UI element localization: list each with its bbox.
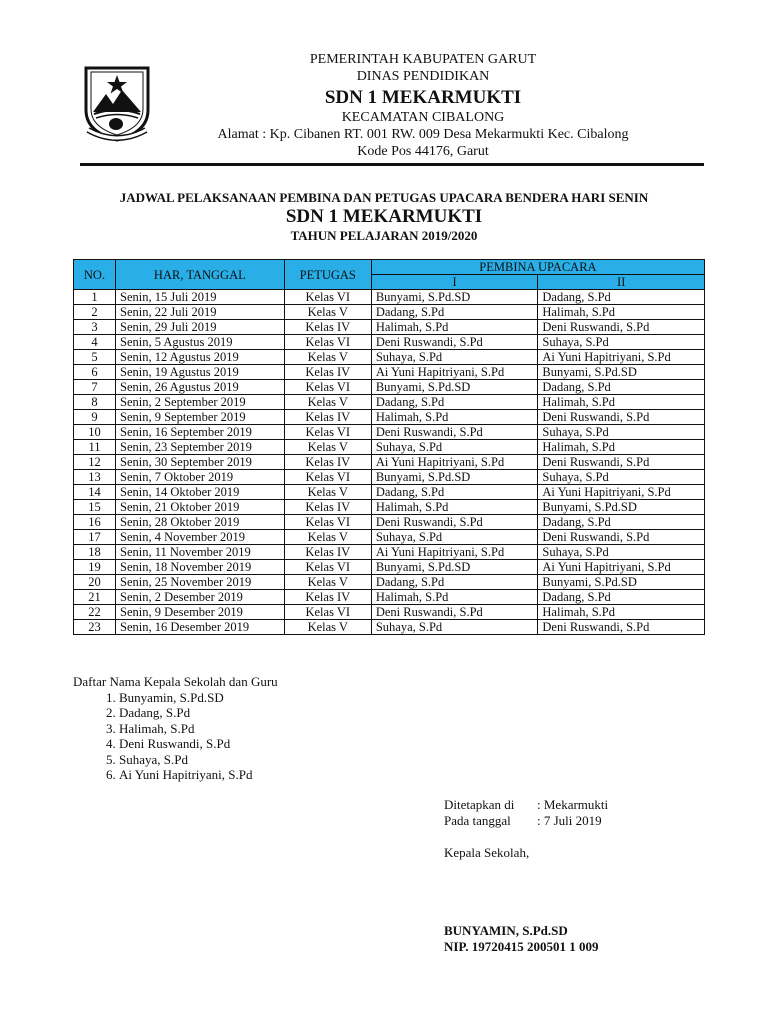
row-pembina-2: Deni Ruswandi, S.Pd	[538, 320, 705, 335]
signer-role: Kepala Sekolah,	[444, 845, 530, 860]
row-date: Senin, 9 Desember 2019	[116, 605, 285, 620]
row-pembina-2: Bunyami, S.Pd.SD	[538, 500, 705, 515]
row-number: 11	[74, 440, 116, 455]
row-petugas: Kelas IV	[284, 545, 371, 560]
row-petugas: Kelas V	[284, 485, 371, 500]
header-petugas: PETUGAS	[284, 260, 371, 290]
row-petugas: Kelas V	[284, 395, 371, 410]
row-pembina-1: Deni Ruswandi, S.Pd	[371, 335, 538, 350]
row-number: 9	[74, 410, 116, 425]
row-number: 21	[74, 590, 116, 605]
table-row	[74, 425, 705, 440]
row-petugas: Kelas V	[284, 620, 371, 635]
row-pembina-1: Suhaya, S.Pd	[371, 530, 538, 545]
row-pembina-1: Halimah, S.Pd	[371, 320, 538, 335]
table-row	[74, 515, 705, 530]
row-pembina-1: Bunyami, S.Pd.SD	[371, 470, 538, 485]
row-number: 23	[74, 620, 116, 635]
row-pembina-2: Suhaya, S.Pd	[538, 335, 705, 350]
row-number: 10	[74, 425, 116, 440]
table-row	[74, 470, 705, 485]
letterhead-divider	[80, 163, 704, 166]
row-date: Senin, 19 Agustus 2019	[116, 365, 285, 380]
table-row	[74, 605, 705, 620]
row-pembina-1: Deni Ruswandi, S.Pd	[371, 515, 538, 530]
row-pembina-2: Bunyami, S.Pd.SD	[538, 575, 705, 590]
government-name: PEMERINTAH KABUPATEN GARUT	[309, 52, 537, 67]
table-row	[74, 290, 705, 305]
row-number: 15	[74, 500, 116, 515]
row-pembina-1: Dadang, S.Pd	[371, 575, 538, 590]
row-pembina-1: Deni Ruswandi, S.Pd	[371, 605, 538, 620]
staff-list-item: 6. Ai Yuni Hapitriyani, S.Pd	[119, 767, 278, 783]
row-pembina-2: Halimah, S.Pd	[538, 605, 705, 620]
table-row	[74, 620, 705, 635]
row-pembina-1: Halimah, S.Pd	[371, 590, 538, 605]
table-row	[74, 545, 705, 560]
table-row	[74, 335, 705, 350]
table-row	[74, 500, 705, 515]
row-petugas: Kelas VI	[284, 335, 371, 350]
row-pembina-2: Deni Ruswandi, S.Pd	[538, 410, 705, 425]
row-petugas: Kelas VI	[284, 470, 371, 485]
row-pembina-1: Ai Yuni Hapitriyani, S.Pd	[371, 545, 538, 560]
row-pembina-2: Halimah, S.Pd	[538, 395, 705, 410]
table-row	[74, 365, 705, 380]
title-school: SDN 1 MEKARMUKTI	[285, 206, 483, 227]
row-petugas: Kelas IV	[284, 320, 371, 335]
date-label: Pada tanggal	[444, 813, 511, 828]
table-row	[74, 530, 705, 545]
row-petugas: Kelas IV	[284, 410, 371, 425]
row-petugas: Kelas V	[284, 530, 371, 545]
row-date: Senin, 7 Oktober 2019	[116, 470, 285, 485]
row-number: 5	[74, 350, 116, 365]
row-pembina-2: Dadang, S.Pd	[538, 590, 705, 605]
table-row	[74, 395, 705, 410]
table-row	[74, 440, 705, 455]
row-date: Senin, 22 Juli 2019	[116, 305, 285, 320]
row-petugas: Kelas V	[284, 350, 371, 365]
row-petugas: Kelas VI	[284, 605, 371, 620]
row-date: Senin, 2 Desember 2019	[116, 590, 285, 605]
row-date: Senin, 2 September 2019	[116, 395, 285, 410]
row-pembina-2: Deni Ruswandi, S.Pd	[538, 530, 705, 545]
place-row	[444, 797, 608, 813]
row-pembina-2: Ai Yuni Hapitriyani, S.Pd	[538, 485, 705, 500]
row-date: Senin, 16 September 2019	[116, 425, 285, 440]
staff-list-item: 5. Suhaya, S.Pd	[119, 752, 278, 768]
row-date: Senin, 25 November 2019	[116, 575, 285, 590]
place-label: Ditetapkan di	[444, 797, 515, 812]
school-name: SDN 1 MEKARMUKTI	[324, 86, 522, 108]
row-pembina-2: Bunyami, S.Pd.SD	[538, 365, 705, 380]
row-petugas: Kelas VI	[284, 380, 371, 395]
signer-nip: NIP. 19720415 200501 1 009	[444, 939, 599, 954]
row-petugas: Kelas VI	[284, 425, 371, 440]
table-row	[74, 485, 705, 500]
staff-list-item: 1. Bunyamin, S.Pd.SD	[119, 690, 278, 706]
school-address: Alamat : Kp. Cibanen RT. 001 RW. 009 Desa Mekarmukti Kec. Cibalong	[217, 127, 629, 143]
row-pembina-1: Bunyami, S.Pd.SD	[371, 290, 538, 305]
signature-block	[444, 797, 608, 955]
letterhead	[0, 48, 768, 163]
row-petugas: Kelas V	[284, 305, 371, 320]
row-pembina-1: Deni Ruswandi, S.Pd	[371, 425, 538, 440]
table-row	[74, 560, 705, 575]
row-pembina-2: Suhaya, S.Pd	[538, 545, 705, 560]
row-number: 7	[74, 380, 116, 395]
row-petugas: Kelas IV	[284, 455, 371, 470]
row-number: 2	[74, 305, 116, 320]
row-pembina-2: Ai Yuni Hapitriyani, S.Pd	[538, 350, 705, 365]
row-date: Senin, 5 Agustus 2019	[116, 335, 285, 350]
table-row	[74, 380, 705, 395]
row-petugas: Kelas IV	[284, 365, 371, 380]
schedule-body	[74, 290, 705, 635]
table-header-row	[74, 260, 705, 275]
row-pembina-1: Bunyami, S.Pd.SD	[371, 380, 538, 395]
staff-list-item: 3. Halimah, S.Pd	[119, 721, 278, 737]
row-date: Senin, 12 Agustus 2019	[116, 350, 285, 365]
document-title	[0, 190, 768, 244]
table-row	[74, 455, 705, 470]
row-date: Senin, 18 November 2019	[116, 560, 285, 575]
row-pembina-2: Dadang, S.Pd	[538, 515, 705, 530]
row-number: 20	[74, 575, 116, 590]
header-pembina-2: II	[538, 275, 705, 290]
row-date: Senin, 9 September 2019	[116, 410, 285, 425]
staff-list-item: 4. Deni Ruswandi, S.Pd	[119, 736, 278, 752]
row-pembina-1: Suhaya, S.Pd	[371, 440, 538, 455]
postal-code: Kode Pos 44176, Garut	[357, 143, 489, 159]
row-date: Senin, 29 Juli 2019	[116, 320, 285, 335]
table-row	[74, 320, 705, 335]
row-number: 16	[74, 515, 116, 530]
district-name: KECAMATAN CIBALONG	[341, 110, 505, 126]
row-petugas: Kelas V	[284, 440, 371, 455]
row-number: 4	[74, 335, 116, 350]
row-pembina-1: Ai Yuni Hapitriyani, S.Pd	[371, 365, 538, 380]
schedule-table	[73, 259, 705, 635]
row-number: 18	[74, 545, 116, 560]
title-line-1: JADWAL PELAKSANAAN PEMBINA DAN PETUGAS UPACARA BENDERA HARI SENIN	[119, 190, 649, 205]
table-row	[74, 350, 705, 365]
header-pembina-1: I	[371, 275, 538, 290]
row-pembina-2: Halimah, S.Pd	[538, 440, 705, 455]
staff-list-item: 2. Dadang, S.Pd	[119, 705, 278, 721]
row-pembina-1: Halimah, S.Pd	[371, 500, 538, 515]
title-school-year: TAHUN PELAJARAN 2019/2020	[290, 228, 478, 243]
row-pembina-2: Dadang, S.Pd	[538, 290, 705, 305]
table-row	[74, 575, 705, 590]
row-date: Senin, 16 Desember 2019	[116, 620, 285, 635]
staff-list-heading: Daftar Nama Kepala Sekolah dan Guru	[73, 674, 278, 689]
row-pembina-1: Dadang, S.Pd	[371, 305, 538, 320]
table-row	[74, 305, 705, 320]
header-pembina: PEMBINA UPACARA	[371, 260, 704, 275]
row-pembina-2: Ai Yuni Hapitriyani, S.Pd	[538, 560, 705, 575]
row-date: Senin, 23 September 2019	[116, 440, 285, 455]
row-pembina-2: Deni Ruswandi, S.Pd	[538, 455, 705, 470]
row-date: Senin, 15 Juli 2019	[116, 290, 285, 305]
staff-list	[73, 674, 278, 783]
row-number: 8	[74, 395, 116, 410]
row-pembina-1: Suhaya, S.Pd	[371, 620, 538, 635]
row-petugas: Kelas VI	[284, 515, 371, 530]
row-number: 13	[74, 470, 116, 485]
place-value: : Mekarmukti	[537, 797, 609, 812]
row-pembina-1: Dadang, S.Pd	[371, 485, 538, 500]
row-pembina-2: Halimah, S.Pd	[538, 305, 705, 320]
table-row	[74, 590, 705, 605]
row-pembina-2: Dadang, S.Pd	[538, 380, 705, 395]
row-pembina-1: Ai Yuni Hapitriyani, S.Pd	[371, 455, 538, 470]
row-petugas: Kelas VI	[284, 560, 371, 575]
row-number: 3	[74, 320, 116, 335]
header-date: HAR, TANGGAL	[116, 260, 285, 290]
row-date: Senin, 30 September 2019	[116, 455, 285, 470]
row-petugas: Kelas VI	[284, 290, 371, 305]
row-number: 14	[74, 485, 116, 500]
row-petugas: Kelas IV	[284, 500, 371, 515]
row-pembina-1: Suhaya, S.Pd	[371, 350, 538, 365]
signer-name: BUNYAMIN, S.Pd.SD	[444, 923, 568, 938]
row-number: 19	[74, 560, 116, 575]
row-number: 12	[74, 455, 116, 470]
letterhead-text	[160, 48, 686, 161]
row-number: 1	[74, 290, 116, 305]
row-date: Senin, 11 November 2019	[116, 545, 285, 560]
row-petugas: Kelas V	[284, 575, 371, 590]
row-date: Senin, 21 Oktober 2019	[116, 500, 285, 515]
row-date: Senin, 4 November 2019	[116, 530, 285, 545]
table-row	[74, 410, 705, 425]
staff-names	[73, 690, 278, 783]
row-pembina-1: Bunyami, S.Pd.SD	[371, 560, 538, 575]
row-date: Senin, 28 Oktober 2019	[116, 515, 285, 530]
row-pembina-1: Halimah, S.Pd	[371, 410, 538, 425]
row-pembina-2: Suhaya, S.Pd	[538, 470, 705, 485]
row-number: 6	[74, 365, 116, 380]
department-name: DINAS PENDIDIKAN	[356, 68, 490, 84]
header-no: NO.	[74, 260, 116, 290]
date-value: : 7 Juli 2019	[537, 813, 602, 828]
row-pembina-1: Dadang, S.Pd	[371, 395, 538, 410]
row-date: Senin, 14 Oktober 2019	[116, 485, 285, 500]
school-emblem-logo	[80, 62, 154, 142]
row-number: 17	[74, 530, 116, 545]
row-petugas: Kelas IV	[284, 590, 371, 605]
row-pembina-2: Suhaya, S.Pd	[538, 425, 705, 440]
row-pembina-2: Deni Ruswandi, S.Pd	[538, 620, 705, 635]
date-row	[444, 813, 608, 829]
row-date: Senin, 26 Agustus 2019	[116, 380, 285, 395]
row-number: 22	[74, 605, 116, 620]
